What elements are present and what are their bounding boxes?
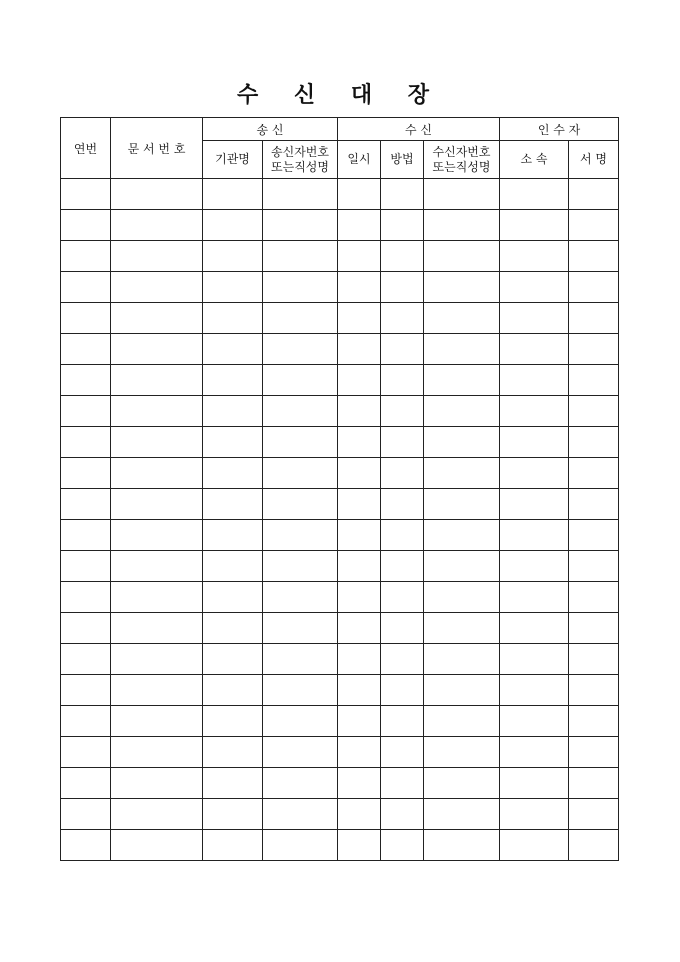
ledger-cell[interactable] [424,303,500,334]
ledger-cell[interactable] [500,830,569,861]
ledger-cell[interactable] [569,179,619,210]
ledger-cell[interactable] [500,706,569,737]
header-dept: 소 속 [500,141,569,179]
ledger-cell[interactable] [203,706,263,737]
ledger-cell[interactable] [203,830,263,861]
ledger-cell[interactable] [61,737,111,768]
ledger-cell[interactable] [203,365,263,396]
ledger-cell[interactable] [338,830,381,861]
ledger-cell[interactable] [263,179,338,210]
ledger-cell[interactable] [203,210,263,241]
ledger-cell[interactable] [263,396,338,427]
ledger-cell[interactable] [263,334,338,365]
ledger-cell[interactable] [111,520,203,551]
ledger-cell[interactable] [203,675,263,706]
ledger-row [61,210,619,241]
ledger-cell[interactable] [61,799,111,830]
ledger-cell[interactable] [111,830,203,861]
ledger-cell[interactable] [500,613,569,644]
ledger-cell[interactable] [424,334,500,365]
ledger-cell[interactable] [203,241,263,272]
ledger-row [61,489,619,520]
ledger-cell[interactable] [381,427,424,458]
ledger-cell[interactable] [424,768,500,799]
ledger-body [61,179,619,861]
ledger-cell[interactable] [263,241,338,272]
ledger-cell[interactable] [338,179,381,210]
ledger-cell[interactable] [111,551,203,582]
ledger-cell[interactable] [203,334,263,365]
ledger-cell[interactable] [500,768,569,799]
ledger-cell[interactable] [111,613,203,644]
ledger-cell[interactable] [61,241,111,272]
ledger-row [61,179,619,210]
ledger-cell[interactable] [569,675,619,706]
ledger-cell[interactable] [263,303,338,334]
ledger-cell[interactable] [61,179,111,210]
ledger-cell[interactable] [424,427,500,458]
ledger-cell[interactable] [203,489,263,520]
ledger-cell[interactable] [424,830,500,861]
ledger-cell[interactable] [424,365,500,396]
ledger-row [61,830,619,861]
ledger-cell[interactable] [203,179,263,210]
ledger-cell[interactable] [569,768,619,799]
ledger-cell[interactable] [381,551,424,582]
ledger-cell[interactable] [569,737,619,768]
ledger-cell[interactable] [500,737,569,768]
ledger-cell[interactable] [61,520,111,551]
header-recv-person [424,141,500,179]
ledger-cell[interactable] [203,613,263,644]
ledger-cell[interactable] [263,272,338,303]
ledger-cell[interactable] [263,675,338,706]
ledger-cell[interactable] [569,458,619,489]
ledger-cell[interactable] [203,768,263,799]
ledger-cell[interactable] [569,799,619,830]
ledger-cell[interactable] [111,241,203,272]
ledger-cell[interactable] [500,179,569,210]
ledger-cell[interactable] [203,458,263,489]
ledger-cell[interactable] [381,396,424,427]
ledger-cell[interactable] [61,365,111,396]
ledger-cell[interactable] [338,551,381,582]
ledger-cell[interactable] [569,830,619,861]
ledger-cell[interactable] [569,520,619,551]
ledger-cell[interactable] [424,737,500,768]
ledger-cell[interactable] [500,241,569,272]
ledger-cell[interactable] [424,489,500,520]
ledger-cell[interactable] [111,272,203,303]
ledger-cell[interactable] [424,706,500,737]
ledger-row [61,396,619,427]
ledger-row [61,706,619,737]
ledger-cell[interactable] [381,582,424,613]
header-signature: 서 명 [569,141,619,179]
ledger-cell[interactable] [500,365,569,396]
ledger-cell[interactable] [61,644,111,675]
header-recv-person-line1: 수신자번호 [432,144,491,159]
ledger-cell[interactable] [203,520,263,551]
ledger-cell[interactable] [263,737,338,768]
header-recv-datetime: 일시 [338,141,381,179]
ledger-cell[interactable] [500,303,569,334]
ledger-cell[interactable] [111,768,203,799]
ledger-row [61,365,619,396]
header-doc-no: 문 서 번 호 [111,118,203,179]
ledger-cell[interactable] [61,582,111,613]
ledger-cell[interactable] [111,396,203,427]
ledger-cell[interactable] [381,458,424,489]
ledger-row [61,644,619,675]
ledger-row [61,458,619,489]
ledger-cell[interactable] [381,675,424,706]
ledger-cell[interactable] [338,799,381,830]
ledger-cell[interactable] [424,613,500,644]
ledger-cell[interactable] [381,613,424,644]
ledger-cell[interactable] [111,334,203,365]
ledger-cell[interactable] [381,737,424,768]
ledger-cell[interactable] [381,179,424,210]
ledger-cell[interactable] [111,675,203,706]
ledger-row [61,303,619,334]
ledger-cell[interactable] [338,613,381,644]
ledger-cell[interactable] [424,582,500,613]
ledger-cell[interactable] [381,644,424,675]
ledger-cell[interactable] [569,551,619,582]
ledger-cell[interactable] [203,582,263,613]
ledger-cell[interactable] [263,551,338,582]
ledger-cell[interactable] [61,489,111,520]
ledger-row [61,427,619,458]
ledger-cell[interactable] [203,737,263,768]
reception-ledger-table [60,117,619,861]
ledger-cell[interactable] [203,644,263,675]
ledger-cell[interactable] [338,582,381,613]
header-recv-person-line2: 또는직성명 [432,159,491,174]
header-send-person [263,141,338,179]
ledger-cell[interactable] [61,706,111,737]
header-send-person-line2: 또는직성명 [271,159,329,174]
ledger-cell[interactable] [424,272,500,303]
ledger-cell[interactable] [61,396,111,427]
ledger-cell[interactable] [61,675,111,706]
ledger-cell[interactable] [569,303,619,334]
ledger-cell[interactable] [338,365,381,396]
ledger-cell[interactable] [424,458,500,489]
ledger-cell[interactable] [111,706,203,737]
ledger-cell[interactable] [61,830,111,861]
ledger-cell[interactable] [263,613,338,644]
ledger-cell[interactable] [500,334,569,365]
ledger-cell[interactable] [203,303,263,334]
ledger-cell[interactable] [500,675,569,706]
ledger-row [61,520,619,551]
ledger-cell[interactable] [111,489,203,520]
ledger-cell[interactable] [338,458,381,489]
ledger-cell[interactable] [263,427,338,458]
ledger-cell[interactable] [424,644,500,675]
ledger-cell[interactable] [61,427,111,458]
ledger-cell[interactable] [338,241,381,272]
ledger-cell[interactable] [569,489,619,520]
ledger-cell[interactable] [424,799,500,830]
ledger-cell[interactable] [500,551,569,582]
ledger-cell[interactable] [61,334,111,365]
ledger-cell[interactable] [263,830,338,861]
ledger-cell[interactable] [569,272,619,303]
ledger-cell[interactable] [569,396,619,427]
ledger-cell[interactable] [381,272,424,303]
ledger-row [61,272,619,303]
ledger-cell[interactable] [338,520,381,551]
ledger-cell[interactable] [61,272,111,303]
ledger-cell[interactable] [569,644,619,675]
ledger-cell[interactable] [569,706,619,737]
ledger-cell[interactable] [338,768,381,799]
ledger-cell[interactable] [500,210,569,241]
ledger-cell[interactable] [500,489,569,520]
ledger-cell[interactable] [569,210,619,241]
ledger-cell[interactable] [111,799,203,830]
ledger-cell[interactable] [424,520,500,551]
ledger-cell[interactable] [338,675,381,706]
ledger-cell[interactable] [111,737,203,768]
ledger-cell[interactable] [500,427,569,458]
ledger-cell[interactable] [381,334,424,365]
ledger-cell[interactable] [263,799,338,830]
ledger-cell[interactable] [500,799,569,830]
ledger-cell[interactable] [424,241,500,272]
ledger-cell[interactable] [61,458,111,489]
ledger-cell[interactable] [338,489,381,520]
ledger-cell[interactable] [203,396,263,427]
ledger-row [61,241,619,272]
ledger-cell[interactable] [338,737,381,768]
ledger-cell[interactable] [424,210,500,241]
ledger-row [61,582,619,613]
ledger-cell[interactable] [338,210,381,241]
ledger-cell[interactable] [381,799,424,830]
ledger-cell[interactable] [500,520,569,551]
header-send-person-line1: 송신자번호 [271,144,329,159]
ledger-cell[interactable] [500,272,569,303]
ledger-cell[interactable] [203,272,263,303]
ledger-cell[interactable] [424,675,500,706]
ledger-cell[interactable] [381,489,424,520]
ledger-cell[interactable] [111,303,203,334]
ledger-cell[interactable] [263,644,338,675]
ledger-cell[interactable] [338,706,381,737]
ledger-cell[interactable] [111,582,203,613]
ledger-cell[interactable] [569,365,619,396]
ledger-cell[interactable] [263,768,338,799]
ledger-cell[interactable] [338,396,381,427]
ledger-cell[interactable] [111,644,203,675]
ledger-cell[interactable] [424,396,500,427]
header-send: 송 신 [203,118,338,141]
ledger-cell[interactable] [381,830,424,861]
header-serial: 연번 [61,118,111,179]
ledger-cell[interactable] [263,520,338,551]
ledger-cell[interactable] [263,458,338,489]
ledger-cell[interactable] [263,210,338,241]
header-recv-method: 방법 [381,141,424,179]
header-receiver: 인 수 자 [500,118,619,141]
ledger-cell[interactable] [500,644,569,675]
page-title: 수 신 대 장 [237,82,443,108]
header-send-agency: 기관명 [203,141,263,179]
ledger-cell[interactable] [569,427,619,458]
ledger-cell[interactable] [61,551,111,582]
ledger-cell[interactable] [381,365,424,396]
ledger-cell[interactable] [500,582,569,613]
ledger-cell[interactable] [500,458,569,489]
ledger-cell[interactable] [61,303,111,334]
ledger-cell[interactable] [111,210,203,241]
ledger-row [61,613,619,644]
ledger-cell[interactable] [569,582,619,613]
header-receive: 수 신 [338,118,500,141]
ledger-cell[interactable] [203,551,263,582]
ledger-cell[interactable] [111,179,203,210]
ledger-cell[interactable] [338,334,381,365]
ledger-row [61,799,619,830]
ledger-row [61,551,619,582]
ledger-cell[interactable] [338,644,381,675]
ledger-cell[interactable] [263,365,338,396]
ledger-cell[interactable] [61,613,111,644]
ledger-cell[interactable] [569,241,619,272]
ledger-cell[interactable] [381,241,424,272]
ledger-row [61,737,619,768]
ledger-row [61,334,619,365]
ledger-cell[interactable] [381,303,424,334]
ledger-cell[interactable] [61,768,111,799]
ledger-cell[interactable] [111,458,203,489]
ledger-cell[interactable] [263,582,338,613]
ledger-cell[interactable] [381,520,424,551]
ledger-cell[interactable] [338,427,381,458]
ledger-row [61,768,619,799]
ledger-row [61,675,619,706]
ledger-cell[interactable] [203,799,263,830]
ledger-cell[interactable] [263,489,338,520]
ledger-cell[interactable] [61,210,111,241]
ledger-cell[interactable] [424,551,500,582]
ledger-cell[interactable] [263,706,338,737]
ledger-cell[interactable] [381,706,424,737]
ledger-cell[interactable] [338,272,381,303]
ledger-cell[interactable] [203,427,263,458]
ledger-cell[interactable] [381,210,424,241]
ledger-cell[interactable] [381,768,424,799]
ledger-cell[interactable] [111,365,203,396]
ledger-cell[interactable] [569,613,619,644]
ledger-cell[interactable] [500,396,569,427]
ledger-cell[interactable] [338,303,381,334]
ledger-cell[interactable] [424,179,500,210]
ledger-cell[interactable] [111,427,203,458]
ledger-cell[interactable] [569,334,619,365]
